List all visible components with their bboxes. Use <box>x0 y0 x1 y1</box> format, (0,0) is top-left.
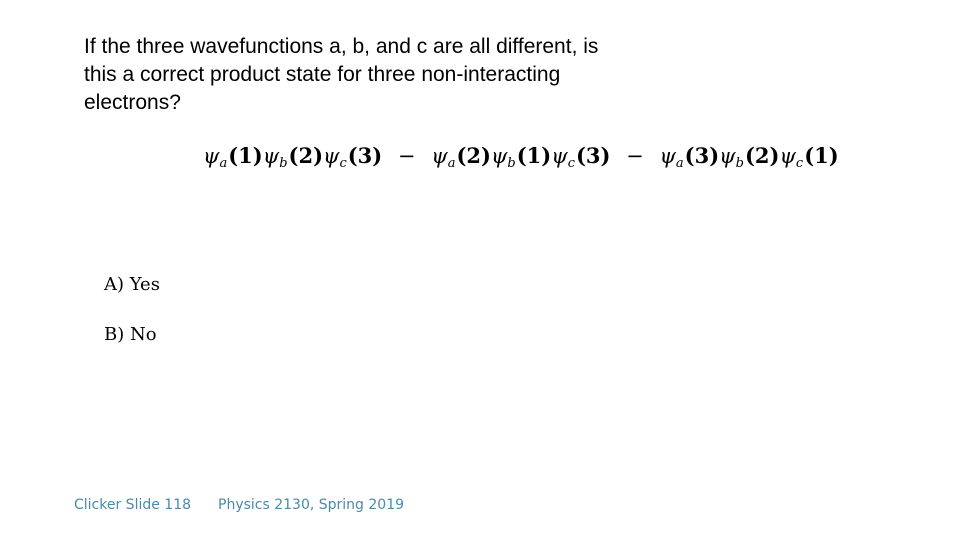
equation-term <box>659 143 839 171</box>
option-b: B) No <box>104 324 157 345</box>
psi-symbol: ψ <box>262 144 280 168</box>
psi-argument: (2) <box>744 143 780 168</box>
footer-slide-label: Clicker Slide 118 <box>74 497 192 513</box>
footer-course: Physics 2130, Spring 2019 <box>218 497 405 513</box>
psi-subscript: c <box>567 156 575 171</box>
psi-subscript: b <box>279 156 288 171</box>
psi-subscript: b <box>507 156 516 171</box>
psi-symbol: ψ <box>779 144 796 168</box>
psi-subscript: a <box>675 156 684 171</box>
psi-symbol: ψ <box>490 144 508 168</box>
psi-argument: (1) <box>516 143 552 168</box>
question-line: If the three wavefunctions a, b, and c are all different, is <box>84 35 599 58</box>
psi-subscript: c <box>339 156 347 171</box>
minus-operator: − <box>397 144 416 168</box>
option-a: A) Yes <box>104 274 160 295</box>
minus-operator: − <box>626 144 644 168</box>
question-line: electrons? <box>84 91 181 114</box>
psi-symbol: ψ <box>203 144 220 168</box>
psi-subscript: a <box>447 156 456 171</box>
psi-argument: (3) <box>684 143 720 168</box>
question-line: this a correct product state for three non-interacting <box>84 63 561 86</box>
psi-argument: (3) <box>347 143 383 168</box>
answer-options <box>104 273 160 373</box>
psi-symbol: ψ <box>551 144 568 168</box>
psi-subscript: b <box>735 156 744 171</box>
psi-symbol: ψ <box>323 144 340 168</box>
psi-argument: (3) <box>575 143 611 168</box>
wavefunction-equation <box>203 143 839 183</box>
equation-term <box>203 143 389 171</box>
psi-subscript: a <box>219 156 228 171</box>
psi-argument: (1) <box>228 143 263 168</box>
psi-argument: (1) <box>804 143 839 168</box>
question-text <box>84 33 694 117</box>
equation-term <box>431 143 617 171</box>
psi-symbol: ψ <box>659 144 676 168</box>
psi-subscript: c <box>795 156 804 171</box>
psi-argument: (2) <box>288 143 323 168</box>
psi-argument: (2) <box>456 143 491 168</box>
psi-symbol: ψ <box>719 144 736 168</box>
psi-symbol: ψ <box>431 144 448 168</box>
